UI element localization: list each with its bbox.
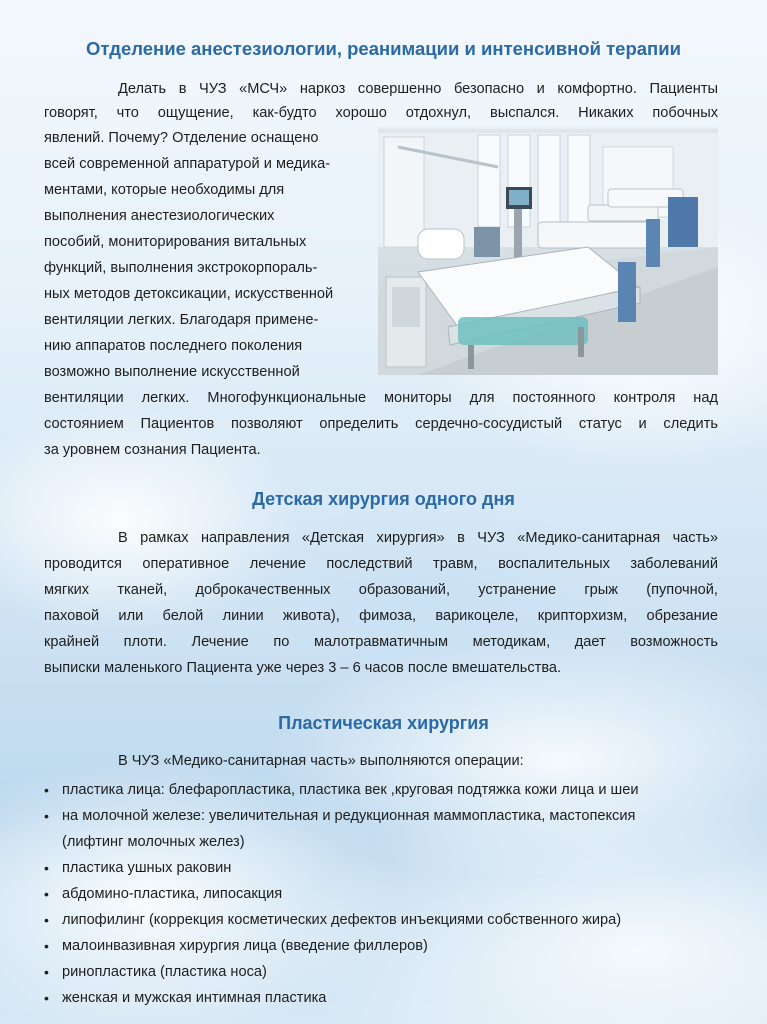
text-line: пособий, мониторирования витальных	[44, 234, 307, 250]
text-line: состоянием Пациентов позволяют определить сердечно-сосудистый статус и следить	[44, 416, 718, 432]
text-line: паховой или белой линии живота), фимоза, варикоцеле, крипторхизм, обрезание	[44, 608, 718, 624]
text-line: вентиляции легких. Благодаря примене-	[44, 312, 319, 328]
bullet-icon: •	[44, 964, 49, 980]
text-line: за уровнем сознания Пациента.	[44, 442, 261, 458]
text-line: явлений. Почему? Отделение оснащено	[44, 130, 319, 146]
list-item: малоинвазивная хирургия лица (введение филлеров)	[62, 938, 428, 954]
list-item: липофилинг (коррекция косметических дефектов инъекциями собственного жира)	[62, 912, 622, 928]
text-line: крайней плоти. Лечение по малотравматичным методикам, дает возможность	[44, 634, 718, 650]
bullet-icon: •	[44, 782, 49, 798]
text-line: выполнения анестезиологических	[44, 208, 275, 224]
list-item: на молочной железе: увеличительная и редукционная маммопластика, мастопексия	[62, 808, 636, 824]
list-item-continuation: (лифтинг молочных желез)	[62, 834, 245, 850]
text-line: выписки маленького Пациента уже через 3 – 6 часов после вмешательства.	[44, 660, 562, 676]
bullet-icon: •	[44, 860, 49, 876]
bullet-icon: •	[44, 886, 49, 902]
plastic-surgery-intro: В ЧУЗ «Медико-санитарная часть» выполняются операции:	[118, 753, 524, 769]
hospital-ward-illustration	[378, 127, 718, 375]
text-line: нию аппаратов последнего поколения	[44, 338, 303, 354]
list-item: абдомино-пластика, липосакция	[62, 886, 283, 902]
list-item: пластика лица: блефаропластика, пластика век ,круговая подтяжка кожи лица и шеи	[62, 782, 639, 798]
hospital-ward-photo	[378, 127, 718, 375]
bullet-icon: •	[44, 938, 49, 954]
section-title-pediatric-surgery: Детская хирургия одного дня	[252, 489, 515, 509]
text-line: всей современной аппаратурой и медика-	[44, 156, 331, 172]
text-line: вентиляции легких. Многофункциональные мониторы для постоянного контроля над	[44, 390, 718, 406]
text-line: мягких тканей, доброкачественных образований, устранение грыж (пупочной,	[44, 582, 718, 598]
text-line: ментами, которые необходимы для	[44, 182, 285, 198]
bullet-icon: •	[44, 808, 49, 824]
section-title-anesthesiology: Отделение анестезиологии, реанимации и интенсивной терапии	[86, 38, 681, 59]
text-line: В рамках направления «Детская хирургия» в ЧУЗ «Медико-санитарная часть»	[118, 530, 718, 546]
bullet-icon: •	[44, 990, 49, 1006]
text-line: ных методов детоксикации, искусственной	[44, 286, 334, 302]
text-line: говорят, что ощущение, как-будто хорошо отдохнул, выспался. Никаких побочных	[44, 105, 718, 121]
bullet-icon: •	[44, 912, 49, 928]
text-line: функций, выполнения экстрокорпораль-	[44, 260, 318, 276]
text-line: возможно выполнение искусственной	[44, 364, 300, 380]
list-item: женская и мужская интимная пластика	[62, 990, 327, 1006]
text-line: проводится оперативное лечение последствий травм, воспалительных заболеваний	[44, 556, 718, 572]
list-item: ринопластика (пластика носа)	[62, 964, 267, 980]
section-title-plastic-surgery: Пластическая хирургия	[278, 713, 489, 733]
text-line: Делать в ЧУЗ «МСЧ» наркоз совершенно безопасно и комфортно. Пациенты	[118, 81, 718, 97]
list-item: пластика ушных раковин	[62, 860, 232, 876]
